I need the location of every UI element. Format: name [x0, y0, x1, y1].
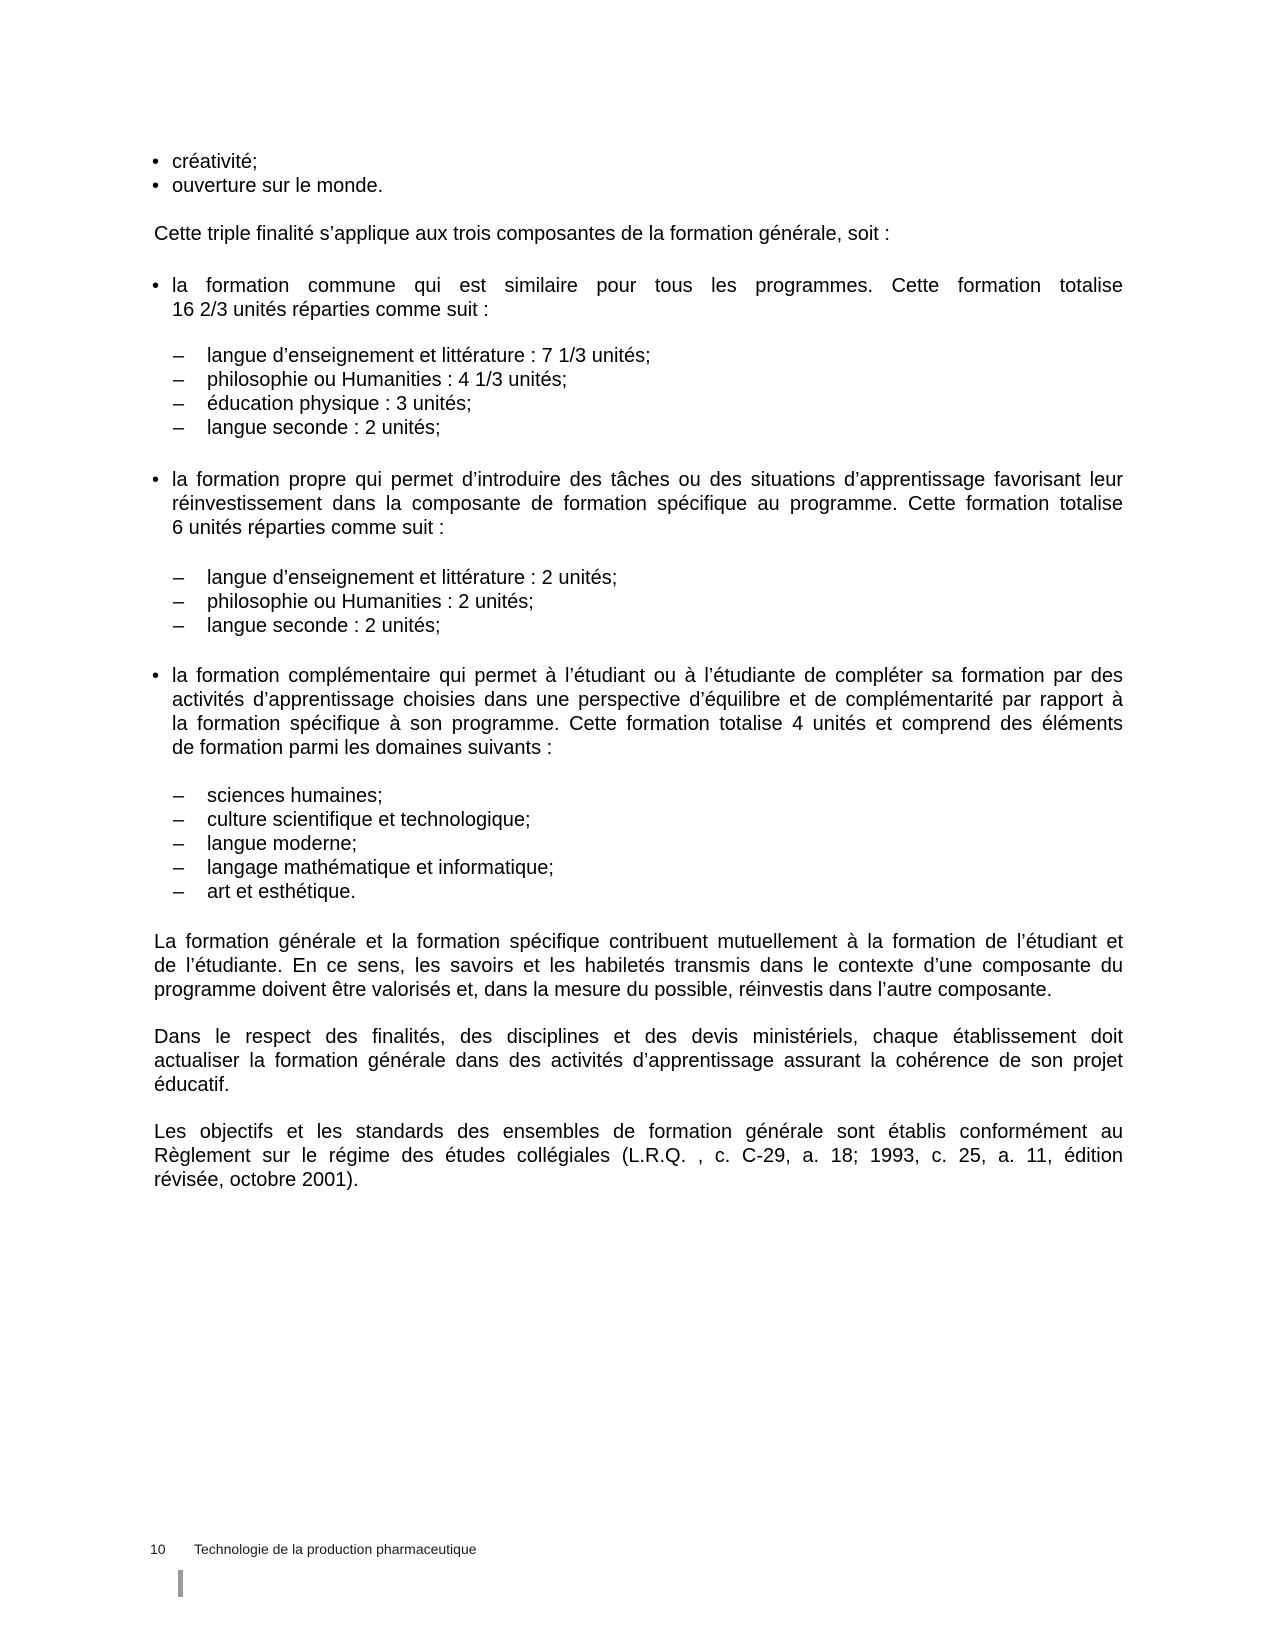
paragraph-line: la formation spécifique à son programme. Cette formation totalise 4 unités et comprend des éléments	[172, 713, 1123, 735]
paragraph-line: de l’étudiante. En ce sens, les savoirs et les habiletés transmis dans le contexte d’une composante du	[154, 955, 1123, 977]
dash-marker: –	[173, 785, 185, 807]
lead-paragraph: Cette triple finalité s’applique aux trois composantes de la formation générale, soit :	[154, 223, 890, 245]
section-formation-propre-items	[154, 566, 1123, 638]
dash-marker: –	[173, 369, 185, 391]
paragraph-line: programme doivent être valorisés et, dans la mesure du possible, réinvestis dans l’autre composante.	[154, 979, 1053, 1001]
section-formation-complementaire-items	[154, 784, 1123, 904]
paragraph-line: activités d’apprentissage choisies dans une perspective d’équilibre et de complémentarité par rapport à	[172, 689, 1123, 711]
dash-marker: –	[173, 881, 185, 903]
list-item	[154, 150, 1123, 174]
section-formation-complementaire	[154, 664, 1123, 760]
dash-marker: –	[173, 417, 185, 439]
list-item	[154, 566, 1123, 590]
page-number: 10	[150, 1541, 166, 1557]
page-footer	[150, 1541, 477, 1558]
list-item-text: créativité;	[172, 151, 258, 173]
list-item	[154, 590, 1123, 614]
gray-marker-bar	[178, 1570, 183, 1597]
paragraph-line: actualiser la formation générale dans des activités d’apprentissage assurant la cohérence de son projet	[154, 1050, 1123, 1072]
dash-marker: –	[173, 567, 185, 589]
dash-marker: –	[173, 591, 185, 613]
bullet-marker: •	[152, 275, 160, 297]
list-item	[154, 832, 1123, 856]
list-item	[154, 784, 1123, 808]
list-item-text: langue seconde : 2 unités;	[207, 417, 441, 439]
dash-marker: –	[173, 345, 185, 367]
bullet-marker: •	[152, 151, 160, 173]
list-item	[154, 344, 1123, 368]
list-item	[154, 614, 1123, 638]
list-item-text: langue d’enseignement et littérature : 2 unités;	[207, 567, 618, 589]
dash-marker: –	[173, 857, 185, 879]
dash-marker: –	[173, 615, 185, 637]
paragraph-line: éducatif.	[154, 1074, 230, 1096]
list-item-text: philosophie ou Humanities : 2 unités;	[207, 591, 534, 613]
paragraph-respect-finalites	[154, 1025, 1123, 1097]
paragraph-line: Les objectifs et les standards des ensembles de formation générale sont établis conformément au	[154, 1121, 1123, 1143]
section-formation-commune-items	[154, 344, 1123, 440]
section-formation-propre	[154, 468, 1123, 540]
paragraph-line: de formation parmi les domaines suivants :	[172, 737, 553, 759]
page-content	[154, 150, 1123, 1192]
list-item	[154, 392, 1123, 416]
paragraph-line: la formation commune qui est similaire pour tous les programmes. Cette formation totalise	[172, 275, 1123, 297]
paragraph-line: Dans le respect des finalités, des disciplines et des devis ministériels, chaque établissement doit	[154, 1026, 1123, 1048]
paragraph-formation-generale	[154, 930, 1123, 1002]
list-item-text: langue d’enseignement et littérature : 7 1/3 unités;	[207, 345, 651, 367]
paragraph-line: La formation générale et la formation spécifique contribuent mutuellement à la formation de l’étudiant et	[154, 931, 1123, 953]
list-item	[154, 174, 1123, 198]
footer-title: Technologie de la production pharmaceutique	[194, 1541, 477, 1557]
list-item	[154, 416, 1123, 440]
bullet-marker: •	[152, 665, 160, 687]
list-item-text: culture scientifique et technologique;	[207, 809, 531, 831]
section-formation-commune	[154, 274, 1123, 322]
list-item-text: philosophie ou Humanities : 4 1/3 unités;	[207, 369, 568, 391]
list-item-text: art et esthétique.	[207, 881, 356, 903]
dash-marker: –	[173, 393, 185, 415]
paragraph-line: 6 unités réparties comme suit :	[172, 517, 445, 539]
list-item	[154, 808, 1123, 832]
list-item-text: langue seconde : 2 unités;	[207, 615, 441, 637]
paragraph-objectifs-standards	[154, 1120, 1123, 1192]
list-item-text: langue moderne;	[207, 833, 358, 855]
list-item	[154, 856, 1123, 880]
list-item-text: sciences humaines;	[207, 785, 383, 807]
dash-marker: –	[173, 833, 185, 855]
list-item-text: éducation physique : 3 unités;	[207, 393, 472, 415]
dash-marker: –	[173, 809, 185, 831]
paragraph-line: réinvestissement dans la composante de formation spécifique au programme. Cette formation totalise	[172, 493, 1123, 515]
paragraph-line: la formation complémentaire qui permet à l’étudiant ou à l’étudiante de compléter sa formation par des	[172, 665, 1123, 687]
paragraph-line: 16 2/3 unités réparties comme suit :	[172, 299, 489, 321]
list-item	[154, 880, 1123, 904]
bullet-marker: •	[152, 469, 160, 491]
paragraph-line: la formation propre qui permet d’introduire des tâches ou des situations d’apprentissage favorisant leur	[172, 469, 1123, 491]
list-item-text: langage mathématique et informatique;	[207, 857, 554, 879]
paragraph-line: révisée, octobre 2001).	[154, 1169, 359, 1191]
list-item	[154, 368, 1123, 392]
intro-bullet-list	[154, 150, 1123, 198]
bullet-marker: •	[152, 175, 160, 197]
list-item-text: ouverture sur le monde.	[172, 175, 384, 197]
paragraph-line: Règlement sur le régime des études collégiales (L.R.Q. , c. C-29, a. 18; 1993, c. 25, a. 11, édition	[154, 1145, 1123, 1167]
